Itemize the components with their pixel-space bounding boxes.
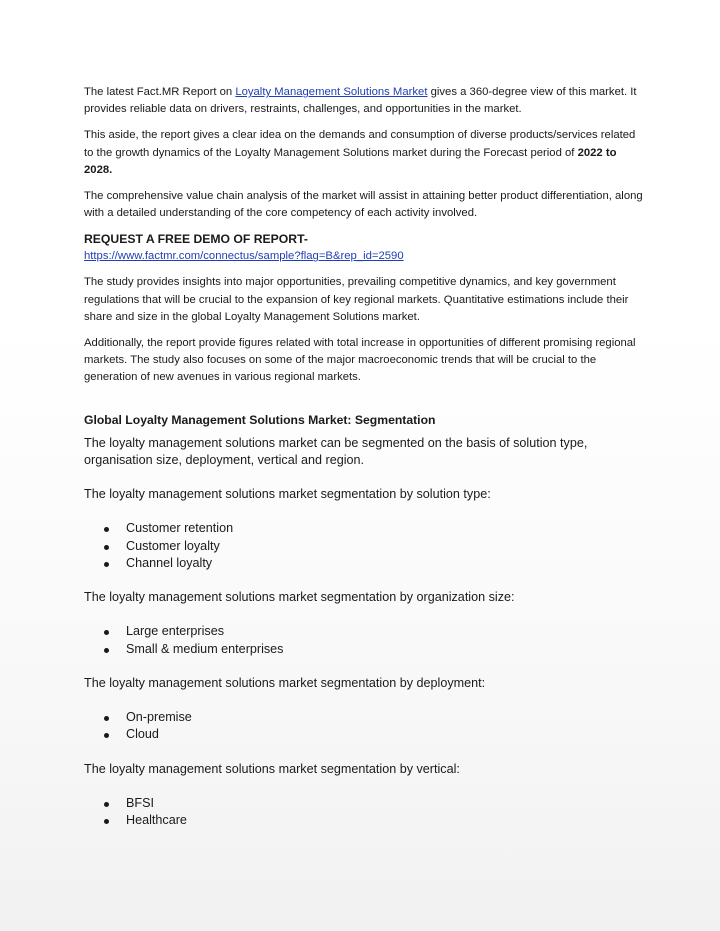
segment-list	[84, 520, 644, 572]
spacer	[84, 744, 644, 761]
list-item-label: Channel loyalty	[126, 555, 213, 570]
spacer	[84, 503, 644, 520]
intro-text: The latest Fact.MR Report on	[84, 86, 236, 98]
segment-list	[84, 709, 644, 744]
list-item	[84, 538, 644, 555]
segment-group-label: The loyalty management solutions market segmentation by organization size:	[84, 590, 515, 605]
segment-group-label: The loyalty management solutions market segmentation by vertical:	[84, 761, 460, 776]
bullet-icon	[104, 545, 109, 550]
list-item	[84, 726, 644, 743]
bullet-icon	[104, 630, 109, 635]
spacer	[84, 572, 644, 589]
segment-group-label: The loyalty management solutions market segmentation by solution type:	[84, 487, 491, 502]
spacer	[84, 606, 644, 623]
list-item	[84, 709, 644, 726]
bullet-icon	[104, 527, 109, 532]
list-item	[84, 555, 644, 572]
study-paragraph-1: The study provides insights into major opportunities, prevailing competitive dynamics, and key government regulations that will be crucial to the expansion of key regional markets. Quantitative estimations include their share and size in the global Loyalty Management Solutions market.	[84, 276, 629, 323]
segmentation-intro: The loyalty management solutions market can be segmented on the basis of solution type, organisation size, deployment, vertical and region.	[84, 435, 588, 467]
segment-list	[84, 795, 644, 830]
list-item	[84, 795, 644, 812]
list-item-label: BFSI	[126, 795, 154, 810]
list-item-label: On-premise	[126, 710, 192, 725]
list-item-label: Cloud	[126, 727, 159, 742]
forecast-period: 2022 to 2028.	[84, 146, 617, 176]
segmentation-heading: Global Loyalty Management Solutions Market: Segmentation	[84, 412, 436, 427]
list-item-label: Large enterprises	[126, 624, 225, 639]
list-item	[84, 641, 644, 658]
spacer	[84, 778, 644, 795]
intro-text: gives a 360-degree view of this market. It provides reliable data on drivers, restraints, challenges, and opportunities in the market.	[84, 86, 637, 116]
list-item-label: Healthcare	[126, 813, 187, 828]
demo-report-link[interactable]: https://www.factmr.com/connectus/sample?flag=B&rep_id=2590	[84, 250, 404, 263]
list-item	[84, 812, 644, 829]
study-paragraph-2: Additionally, the report provide figures related with total increase in opportunities of different promising regional markets. The study also focuses on some of the major macroeconomic trends that will be crucial to the generation of new avenues in various regional markets.	[84, 337, 636, 384]
bullet-icon	[104, 733, 109, 738]
market-report-link[interactable]: Loyalty Management Solutions Market	[235, 86, 428, 98]
list-item-label: Small & medium enterprises	[126, 641, 284, 656]
intro-paragraph-2	[84, 127, 644, 179]
intro-text: This aside, the report gives a clear idea on the demands and consumption of diverse products/services related to the growth dynamics of the Loyalty Management Solutions market during the Forecast period of	[84, 129, 636, 159]
intro-paragraph-1	[84, 84, 644, 118]
spacer	[84, 692, 644, 709]
bullet-icon	[104, 819, 109, 824]
list-item	[84, 520, 644, 537]
list-item-label: Customer loyalty	[126, 538, 220, 553]
segment-group-label: The loyalty management solutions market segmentation by deployment:	[84, 675, 486, 690]
document-page	[84, 84, 644, 830]
intro-paragraph-3: The comprehensive value chain analysis of the market will assist in attaining better product differentiation, along with a detailed understanding of the core competency of each activity involved.	[84, 190, 643, 220]
spacer	[84, 658, 644, 675]
spacer	[84, 469, 644, 486]
demo-heading: REQUEST A FREE DEMO OF REPORT-	[84, 232, 308, 247]
list-item-label: Customer retention	[126, 521, 234, 536]
bullet-icon	[104, 716, 109, 721]
segment-list	[84, 623, 644, 658]
bullet-icon	[104, 562, 109, 567]
segment-groups	[84, 469, 644, 829]
bullet-icon	[104, 648, 109, 653]
list-item	[84, 623, 644, 640]
bullet-icon	[104, 802, 109, 807]
